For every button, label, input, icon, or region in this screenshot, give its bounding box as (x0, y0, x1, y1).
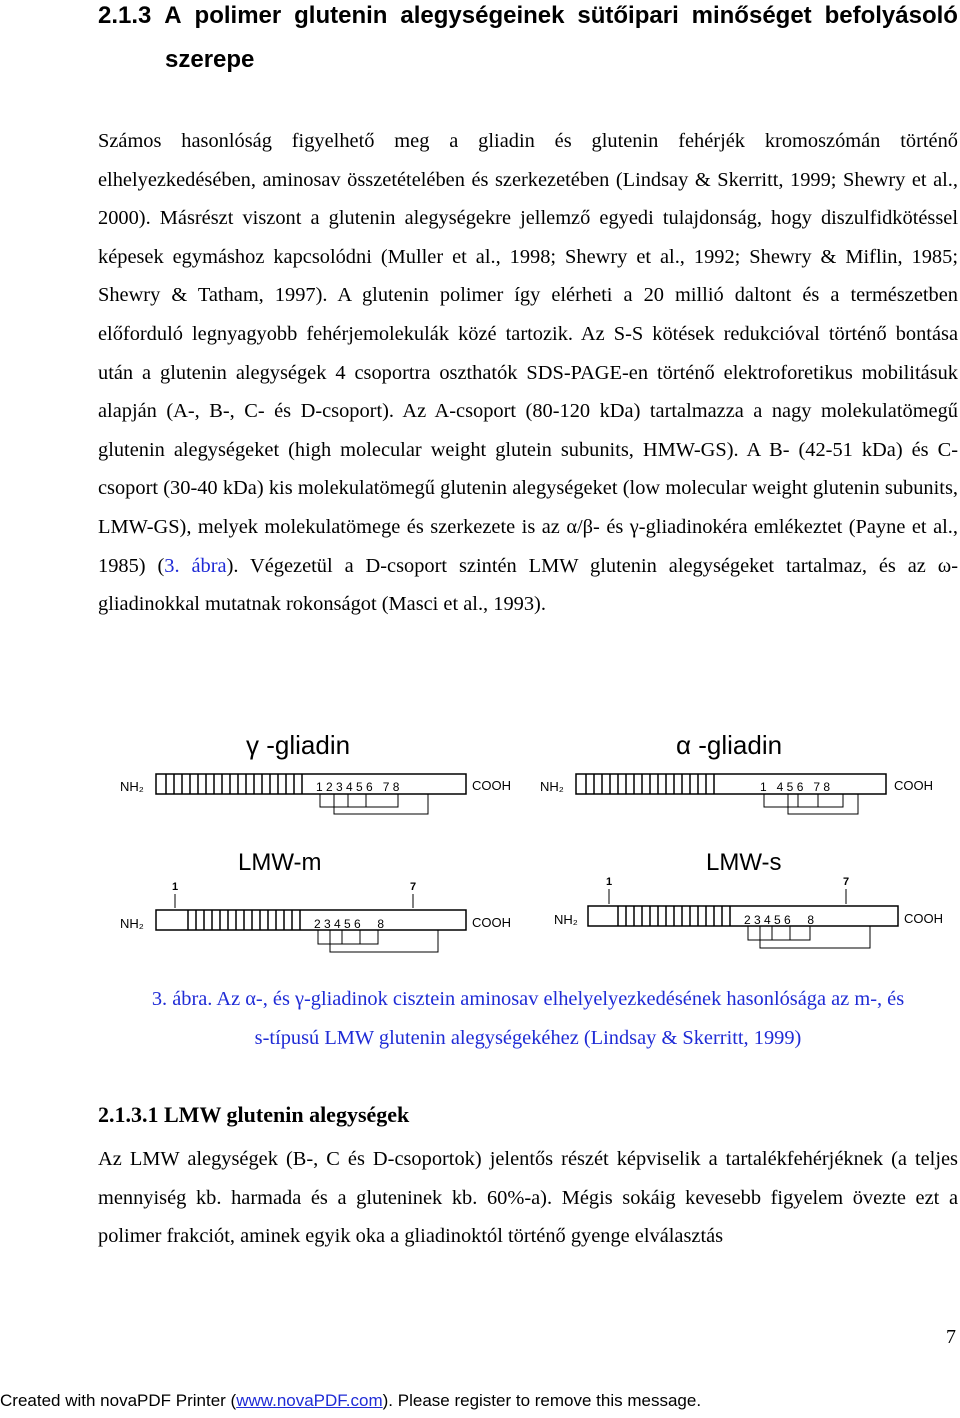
disulfide-bonds (318, 930, 438, 952)
cysteine-labels: 2 3 4 5 6 8 (314, 917, 385, 931)
panel-title: LMW-s (706, 849, 782, 876)
subsection-heading: 2.1.3.1 LMW glutenin alegységek (98, 1102, 410, 1127)
figure-caption (98, 980, 958, 1057)
heading-word: glutenin (294, 2, 388, 29)
cysteine-labels: 2 3 4 5 6 8 (744, 913, 815, 927)
panel-lmw-s (554, 849, 943, 948)
panel-title: α -gliadin (676, 730, 783, 760)
sequence-bar (156, 774, 466, 794)
figure-svg (98, 712, 958, 982)
disulfide-bonds (748, 926, 870, 948)
footer-text: ). Please register to remove this message. (382, 1391, 702, 1410)
top-cysteine-number: 7 (410, 881, 417, 893)
disulfide-bonds (764, 794, 858, 814)
n-terminus-label: NH₂ (540, 779, 564, 794)
c-terminus-label: COOH (472, 915, 511, 930)
heading-word: befolyásoló (824, 2, 958, 29)
panel-alpha-gliadin (540, 730, 933, 814)
panel-lmw-m (120, 849, 511, 952)
footer-text: Created with novaPDF Printer ( (0, 1391, 237, 1410)
paragraph-text: ). Végezetül a D-csoport szintén LMW glutenin alegységeket tartalmaz, és az ω-gliadinokkal mutatnak rokonságot (Masci et al., 1993). (98, 554, 958, 616)
heading-word: polimer (194, 2, 282, 29)
heading-word: sütőipari (577, 2, 679, 29)
c-terminus-label: COOH (472, 778, 511, 793)
printer-footer (0, 1389, 960, 1413)
top-cysteine-number: 1 (172, 881, 179, 893)
caption-line: 3. ábra. Az α-, és γ-gliadinok cisztein aminosav elhelyelyezkedésének hasonlósága az m-, és (151, 988, 905, 1010)
heading-word: A (164, 2, 182, 29)
n-terminus-label: NH₂ (120, 916, 144, 931)
c-terminus-label: COOH (894, 778, 933, 793)
figure-reference-link[interactable]: 3. ábra (164, 554, 227, 577)
caption-line: s-típusú LMW glutenin alegységekéhez (Lindsay & Skerritt, 1999) (254, 1026, 802, 1049)
heading-word: minőséget (691, 2, 812, 29)
section-heading-line1 (98, 0, 958, 32)
n-terminus-label: NH₂ (554, 912, 578, 927)
section-heading (98, 0, 958, 76)
section-heading-line2: szerepe (165, 46, 255, 73)
sequence-bar (576, 774, 886, 794)
page-number: 7 (946, 1326, 956, 1348)
cysteine-labels: 1 2 3 4 5 6 7 8 (316, 780, 400, 794)
panel-gamma-gliadin (120, 730, 511, 814)
c-terminus-label: COOH (904, 911, 943, 926)
panel-title: LMW-m (238, 849, 322, 876)
heading-word: alegységeinek (400, 2, 565, 29)
paragraph-text: Számos hasonlóság figyelhető meg a gliadin és glutenin fehérjék kromoszómán történő elhelyezkedésében, aminosav összetételében és szerkezetében (Lindsay & Skerritt, 1999; Shewry et al., 2000). Másrészt viszont a glutenin alegységekre jellemző egyedi tulajdonság, hogy diszulfidkötéssel képesek egymáshoz kapcsolódni (Muller et al., 1998; Shewry et al., 1992; Shewry & Miflin, 1985; Shewry & Tatham, 1997). A glutenin polimer így elérheti a 20 millió daltont és a természetben előforduló legnyagyobb fehérjemolekulák közé tartozik. Az S-S kötések redukcióval történő bontása után a glutenin alegységek 4 csoportra oszthatók SDS-PAGE-en történő elektroforetikus mobilitásuk alapján (A-, B-, C- és D-csoport). Az A-csoport (80-120 kDa) tartalmazza a nagy molekulatömegű glutenin alegységeket (high molecular weight glutein subunits, HMW-GS). A B- (42-51 kDa) és C-csoport (30-40 kDa) kis molekulatömegű glutenin alegységeket (low molecular weight glutenin subunits, LMW-GS), melyek molekulatömege és szerkezete is az α/β- és γ-gliadinokéra emlékeztet (Payne et al., 1985) ( (98, 130, 958, 577)
disulfide-bonds (320, 794, 428, 814)
heading-word: 2.1.3 (98, 2, 152, 29)
sequence-bar (156, 910, 466, 930)
body-paragraph-2: Az LMW alegységek (B-, C és D-csoportok) jelentős részét képviselik a tartalékfehérjéknek (a teljes mennyiség kb. harmada és a gluteninek kb. 60%-a). Mégis sokáig kevesebb figyelem övezte ezt a polimer frakciót, aminek egyik oka a gliadinoktól történő gyenge elválasztás (98, 1148, 958, 1248)
top-cysteine-number: 1 (606, 876, 613, 888)
body-paragraph-1 (98, 122, 958, 624)
protein-structure-figure (98, 712, 958, 982)
n-terminus-label: NH₂ (120, 779, 144, 794)
top-cysteine-number: 7 (843, 876, 850, 888)
cysteine-labels: 1 4 5 6 7 8 (760, 780, 831, 794)
novapdf-link[interactable]: www.novaPDF.com (236, 1391, 383, 1410)
panel-title: γ -gliadin (246, 730, 351, 760)
